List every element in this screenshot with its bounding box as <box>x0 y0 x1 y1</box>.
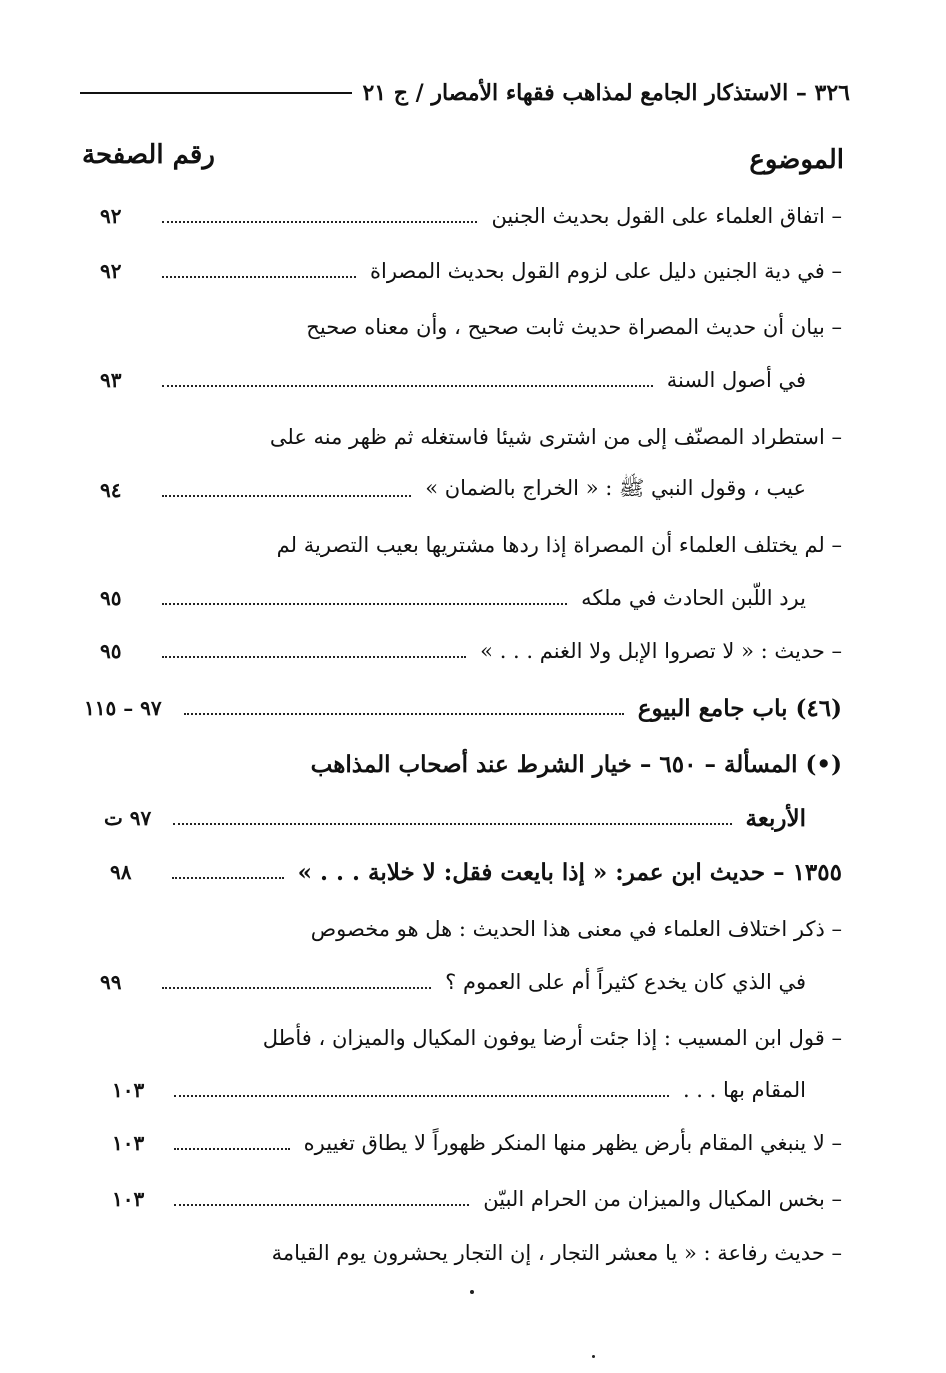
header-rule <box>80 92 352 94</box>
dot-leader <box>162 495 411 497</box>
toc-entry <box>100 631 842 671</box>
entry-page: ٩٣ <box>100 368 122 392</box>
toc-entry <box>200 417 842 457</box>
entry-page: ١٠٣ <box>112 1131 145 1155</box>
chapter-page-range: ٩٧ – ١١٥ <box>84 696 162 720</box>
entry-text: – بيان أن حديث المصراة حديث ثابت صحيح ، وأن معناه صحيح <box>306 315 842 339</box>
hadith-title: ١٣٥٥ – حديث ابن عمر: « إذا بايعت فقل: لا خلابة . . . » <box>297 858 842 886</box>
page-column-heading: رقم الصفحة <box>82 140 215 170</box>
toc-entry-continuation <box>100 962 806 1002</box>
toc-question-continuation <box>104 798 806 838</box>
question-title: الأربعة <box>745 804 806 832</box>
entry-page: ١٠٣ <box>112 1078 145 1102</box>
entry-page: ١٠٣ <box>112 1187 145 1211</box>
running-title: ٣٢٦ – الاستذكار الجامع لمذاهب فقهاء الأمصار / ج ٢١ <box>362 80 850 106</box>
running-header <box>80 76 850 110</box>
entry-text: – في دية الجنين دليل على لزوم القول بحديث المصراة <box>370 259 842 283</box>
entry-page: ٩٧ ت <box>104 806 152 830</box>
toc-entry-continuation <box>100 470 806 510</box>
toc-entry <box>200 1018 842 1058</box>
toc-entry <box>112 1179 842 1219</box>
print-speck <box>470 1290 474 1294</box>
toc-entry-continuation <box>100 360 806 400</box>
entry-text: يرد اللّبن الحادث في ملكه <box>581 586 806 610</box>
dot-leader <box>162 221 477 223</box>
toc-entry <box>112 1123 842 1163</box>
dot-leader <box>162 276 356 278</box>
dot-leader <box>162 656 466 658</box>
entry-page: ٩٢ <box>100 259 122 283</box>
entry-page: ٩٥ <box>100 586 122 610</box>
entry-text: في الذي كان يخدع كثيراً أم على العموم ؟ <box>445 970 806 994</box>
entry-text: – اتفاق العلماء على القول بحديث الجنين <box>491 204 842 228</box>
toc-entry <box>100 251 842 291</box>
dot-leader <box>162 385 653 387</box>
entry-text: – لا ينبغي المقام بأرض يظهر منها المنكر ظهوراً لا يطاق تغييره <box>303 1131 842 1155</box>
entry-text: – قول ابن المسيب : إذا جئت أرضا يوفون المكيال والميزان ، فأطل <box>262 1026 842 1050</box>
entry-text: المقام بها . . . <box>682 1078 806 1102</box>
print-speck <box>592 1355 595 1358</box>
toc-hadith <box>110 852 842 892</box>
entry-text: – بخس المكيال والميزان من الحرام البيّن <box>483 1187 842 1211</box>
entry-text: – ذكر اختلاف العلماء في معنى هذا الحديث : هل هو مخصوص <box>310 917 842 941</box>
toc-chapter <box>84 688 842 728</box>
topic-column-heading: الموضوع <box>749 145 844 175</box>
entry-text: – استطراد المصنّف إلى من اشترى شيئا فاستغله ثم ظهر منه على <box>269 425 842 449</box>
entry-page: ٩٨ <box>110 860 132 884</box>
toc-entry-continuation <box>112 1070 806 1110</box>
entry-page: ٩٤ <box>100 478 122 502</box>
dot-leader <box>162 603 567 605</box>
entry-text: – حديث : « لا تصروا الإبل ولا الغنم . . . » <box>480 639 842 663</box>
entry-text: – حديث رفاعة : « يا معشر التجار ، إن التجار يحشرون يوم القيامة <box>271 1241 842 1265</box>
chapter-title: (٤٦) باب جامع البيوع <box>637 694 842 722</box>
toc-entry <box>200 525 842 565</box>
toc-entry-continuation <box>100 578 806 618</box>
dot-leader <box>174 1095 669 1097</box>
dot-leader <box>172 877 284 879</box>
entry-text: في أصول السنة <box>666 368 806 392</box>
toc-entry <box>200 909 842 949</box>
toc-entry <box>200 307 842 347</box>
dot-leader <box>174 1204 469 1206</box>
dot-leader <box>184 713 624 715</box>
toc-entry <box>100 196 842 236</box>
entry-page: ٩٩ <box>100 970 122 994</box>
toc-question <box>230 744 842 784</box>
entry-page: ٩٥ <box>100 639 122 663</box>
dot-leader <box>162 987 431 989</box>
dot-leader <box>173 823 731 825</box>
dot-leader <box>174 1148 290 1150</box>
question-title: (•) المسألة – ٦٥٠ – خيار الشرط عند أصحاب المذاهب <box>310 750 842 778</box>
toc-entry <box>180 1233 842 1273</box>
entry-text: – لم يختلف العلماء أن المصراة إذا ردها مشتريها بعيب التصرية لم <box>276 533 842 557</box>
entry-page: ٩٢ <box>100 204 122 228</box>
entry-text: عيب ، وقول النبي ﷺ : « الخراج بالضمان » <box>425 475 806 500</box>
